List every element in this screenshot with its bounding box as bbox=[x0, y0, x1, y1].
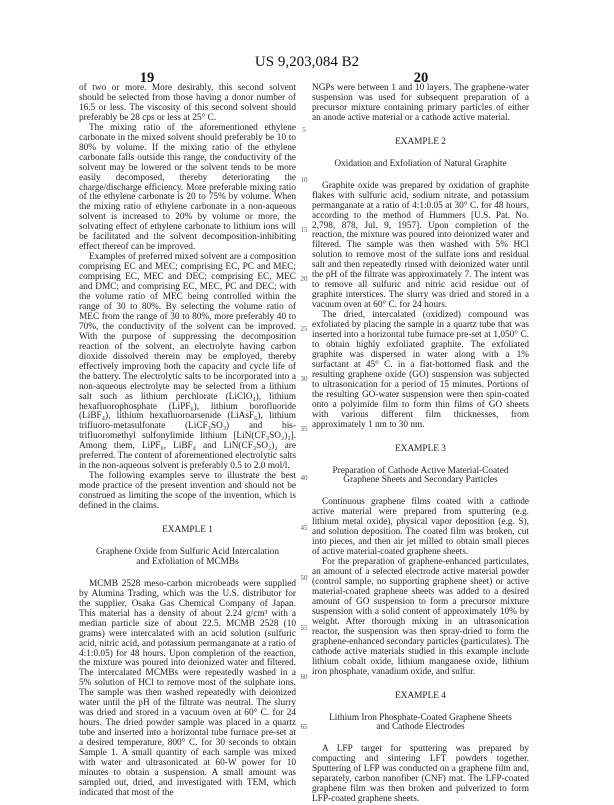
paragraph: MCMB 2528 meso-carbon microbeads were supplied by Alumina Trading, which was the U.S. distributor for the supplier, Osaka Gas Chemical Company of Japan. This material has a density of about 2.24 g/cm³ with a median particle size of about 22.5. MCMB 2528 (10 grams) were intercalated with an acid solution (sulfuric acid, nitric acid, and potassium permanganate at a ratio of 4:1:0.05) for 48 hours. Upon completion of the reaction, the mixture was poured into deionized water and filtered. The intercalated MCMBs were repeatedly washed in a 5% solution of HCl to remove most of the sulphate ions. The sample was then washed repeatedly with deionized water until the pH of the filtrate was neutral. The slurry was dried and stored in a vacuum oven at 60° C. for 24 hours. The dried powder sample was placed in a quartz tube and inserted into a horizontal tube furnace pre-set at a desired temperature, 800° C. for 30 seconds to obtain Sample 1. A small quantity of each sample was mixed with water and ultrasonicated at 60-W power for 10 minutes to obtain a suspension. A small amount was sampled out, dried, and investigated with TEM, which indicated that most of the bbox=[79, 578, 296, 798]
patent-number: US 9,203,084 B2 bbox=[254, 54, 360, 70]
example-subtitle: Oxidation and Exfoliation of Natural Graphite bbox=[334, 158, 507, 169]
example-heading: EXAMPLE 1 bbox=[162, 524, 213, 535]
paragraph: For the preparation of graphene-enhanced particulates, an amount of a selected electrode active material powder (control sample, no supporting graphene sheet) or active material-coated graphene sheets was added to a desired amount of GO suspension to form a precursor mixture suspension with a solid content of approximately 10% by weight. After thorough mixing in an ultrasonication reactor, the suspension was then spray-dried to form the graphene-enhanced secondary particles (particulates). The cathode active materials studied in this example include lithium cobalt oxide, lithium manganese oxide, lithium iron phosphate, vanadium oxide, and sulfur. bbox=[312, 557, 529, 677]
line-number: 15 bbox=[300, 225, 308, 234]
example-heading: EXAMPLE 3 bbox=[395, 443, 446, 454]
paragraph: of two or more. More desirably, this second solvent should be selected from those having a donor number of 16.5 or less. The viscosity of this second solvent should preferably be 28 cps or less at 25° C. bbox=[79, 83, 296, 123]
paragraph: The dried, intercalated (oxidized) compound was exfoliated by placing the sample in a quartz tube that was inserted into a horizontal tube furnace pre-set at 1,050° C. to obtain highly exfoliated graphite. The exfoliated graphite was dispersed in water along with a 1% surfactant at 45° C. in a flat-bottomed flask and the resulting graphene oxide (GO) suspension was subjected to ultrasonication for a period of 15 minutes. Portions of the resulting GO-water suspension were then spin-coated onto a polyimide film to form thin films of GO sheets with various different film thicknesses, from approximately 1 nm to 30 nm. bbox=[312, 310, 529, 430]
line-number: 35 bbox=[300, 424, 308, 433]
line-number: 25 bbox=[300, 325, 308, 333]
line-number: 55 bbox=[300, 623, 308, 632]
example-heading: EXAMPLE 2 bbox=[395, 136, 446, 147]
example-subtitle: Graphene Oxide from Sulfuric Acid Intercalation and Exfoliation of MCMBs bbox=[95, 546, 280, 567]
example-subtitle: Preparation of Cathode Active Material-Coated Graphene Sheets and Secondary Particles bbox=[332, 465, 509, 486]
paragraph: Continuous graphene films coated with a cathode active material were prepared from sputtering (e.g. lithium metal oxide), physical vapor deposition (e.g. S), and solution deposition. The coated film was broken, cut into pieces, and then air jet milled to obtain small pieces of active material-coated graphene sheets. bbox=[312, 497, 529, 558]
right-page-number: 20 bbox=[413, 70, 429, 86]
paragraph: The following examples serve to illustrate the best mode practice of the present invention and should not be construed as limiting the scope of the invention, which is defined in the claims. bbox=[79, 471, 296, 512]
left-page-number: 19 bbox=[139, 70, 155, 86]
paragraph: A LFP target for sputtering was prepared by compacting and sintering LFT powders together. Sputtering of LFP was conducted on a graphene film and, separately, carbon nanofiber (CNF) mat. The LFP-coated graphene film was then broken and pulverized to form LFP-coated graphene sheets. bbox=[312, 744, 529, 805]
line-number: 45 bbox=[300, 524, 308, 532]
line-number: 40 bbox=[300, 474, 308, 483]
line-number: 5 bbox=[302, 126, 306, 134]
paragraph: NGPs were between 1 and 10 layers. The graphene-water suspension was used for subsequent preparation of a precursor mixture containing primary particles of either an anode active material or a cathode active material. bbox=[312, 83, 529, 123]
line-number: 60 bbox=[300, 673, 308, 682]
left-text-column bbox=[79, 84, 296, 799]
line-number: 30 bbox=[300, 374, 308, 383]
line-number: 65 bbox=[300, 723, 308, 731]
paragraph: The mixing ratio of the aforementioned ethylene carbonate in the mixed solvent should preferably be 10 to 80% by volume. If the mixing ratio of the ethylene carbonate falls outside this range, the conductivity of the solvent may be lowered or the solvent tends to be more easily decomposed, thereby deteriorating the charge/discharge efficiency. More preferable mixing ratio of the ethylene carbonate is 20 to 75% by volume. When the mixing ratio of ethylene carbonate in a non-aqueous solvent is increased to 20% by volume or more, the solvating effect of ethylene carbonate to lithium ions will be facilitated and the solvent decomposition-inhibiting effect thereof can be improved. bbox=[79, 122, 296, 253]
line-number: 20 bbox=[300, 275, 308, 284]
paragraph: Examples of preferred mixed solvent are a composition comprising EC and MEC; comprising EC, PC and MEC; comprising EC, MEC and DEC; comprising EC, MEC and DMC; and comprising EC, MEC, PC and DEC; with the volume ratio of MEC being controlled within the range of 30 to 80%. By selecting the volume ratio of MEC from the range of 30 to 80%, more preferably 40 to 70%, the conductivity of the solvent can be improved. With the purpose of suppressing the decomposition reaction of the solvent, an electrolyte having carbon dioxide dissolved therein may be employed, thereby effectively improving both the capacity and cycle life of the battery. The electrolytic salts to be incorporated into a non-aqueous electrolyte may be selected from a lithium salt such as lithium perchlorate (LiClO₄), lithium hexafluorophosphate (LiPF₆), lithium borofluoride (LiBF₄), lithium hexafluoroarsenide (LiAsF₆), lithium trifluoro-metasulfonate (LiCF₃SO₃) and bis-trifluoromethyl sulfonylimide lithium [LiN(CF₃SO₂)₂]. Among them, LiPF₆, LiBF₄ and LiN(CF₃SO₂)₂ are preferred. The content of aforementioned electrolytic salts in the non-aqueous solvent is preferably 0.5 to 2.0 mol/l. bbox=[79, 252, 296, 472]
example-subtitle: Lithium Iron Phosphate-Coated Graphene Sheets and Cathode Electrodes bbox=[329, 712, 512, 733]
right-text-column bbox=[312, 84, 529, 805]
paragraph: Graphite oxide was prepared by oxidation of graphite flakes with sulfuric acid, sodium nitrate, and potassium permanganate at a ratio of 4:1:0.05 at 30° C. for 48 hours, according to the method of Hummers [U.S. Pat. No. 2,798, 878, Jul. 9, 1957]. Upon completion of the reaction, the mixture was poured into deionized water and filtered. The sample was then washed with 5% HCl solution to remove most of the sulfate ions and residual salt and then repeatedly rinsed with deionized water until the pH of the filtrate was approximately 7. The intent was to remove all sulfuric and nitric acid residue out of graphite interstices. The slurry was dried and stored in a vacuum oven at 60° C. for 24 hours. bbox=[312, 180, 529, 311]
line-number: 10 bbox=[300, 175, 308, 184]
example-heading: EXAMPLE 4 bbox=[395, 690, 446, 701]
line-number: 50 bbox=[300, 573, 308, 582]
